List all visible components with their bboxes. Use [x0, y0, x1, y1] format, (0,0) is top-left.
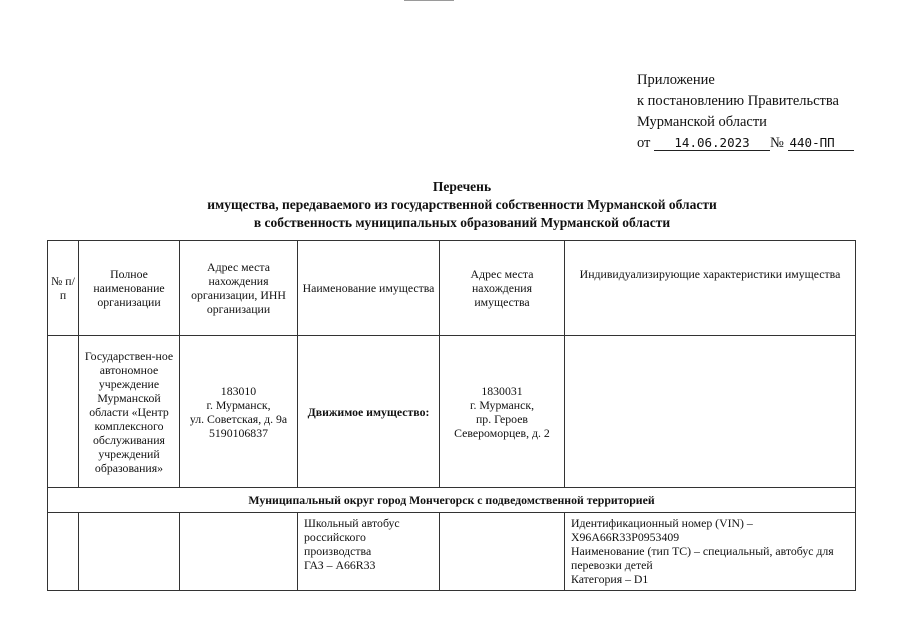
cell-num	[48, 513, 79, 591]
appendix-date-line	[637, 133, 854, 154]
cell-org-name: Государствен-ное автономное учреждение Мурманской области «Центр комплексного обслуживания учреждений образования»	[79, 336, 180, 488]
title-line: Перечень	[432, 179, 492, 194]
property-table	[47, 240, 856, 591]
inn-value: 5190106837	[209, 425, 268, 440]
address-line: 1830031	[481, 383, 523, 398]
address-line: 183010	[220, 383, 257, 398]
address-line: г. Мурманск,	[206, 397, 271, 412]
document-title	[150, 178, 774, 232]
header-org-name: Полное наименование организации	[79, 241, 180, 336]
address-line: Североморцев, д. 2	[454, 425, 550, 440]
table-row	[48, 336, 856, 488]
appendix-line: к постановлению Правительства	[637, 93, 839, 109]
resolution-number: 440-ПП	[788, 135, 854, 151]
property-line: российского	[304, 530, 366, 544]
scan-edge-mark	[404, 0, 454, 1]
cell-characteristics	[565, 513, 856, 591]
table-header-row	[48, 241, 856, 336]
appendix-block	[637, 70, 854, 154]
cell-property-name: Движимое имущество:	[298, 336, 440, 488]
address-line: пр. Героев	[475, 411, 528, 426]
number-label: №	[770, 135, 784, 151]
appendix-line: Мурманской области	[637, 114, 767, 130]
property-line: ГАЗ – А66R33	[304, 558, 376, 572]
header-num: № п/п	[48, 241, 79, 336]
header-org-address: Адрес места нахождения организации, ИНН организации	[180, 241, 298, 336]
title-line: имущества, передаваемого из государственной собственности Мурманской области	[207, 197, 717, 212]
cell-org-address	[180, 336, 298, 488]
characteristic-line: Наименование (тип ТС) – специальный, автобус для перевозки детей	[571, 544, 834, 572]
group-row	[48, 488, 856, 513]
address-line: ул. Советская, д. 9а	[189, 411, 288, 426]
from-label: от	[637, 135, 651, 151]
title-line: в собственность муниципальных образований Мурманской области	[253, 215, 671, 230]
appendix-line: Приложение	[637, 72, 715, 88]
property-line: производства	[304, 544, 372, 558]
cell-property-name	[298, 513, 440, 591]
header-property-name: Наименование имущества	[298, 241, 440, 336]
header-characteristics: Индивидуализирующие характеристики имущества	[565, 241, 856, 336]
vin-value: X96A66R33P0953409	[571, 530, 680, 544]
cell-property-address	[440, 513, 565, 591]
resolution-date: 14.06.2023	[654, 135, 770, 151]
header-property-address: Адрес места нахождения имущества	[440, 241, 565, 336]
table-row	[48, 513, 856, 591]
cell-org-address	[180, 513, 298, 591]
address-line: г. Мурманск,	[469, 397, 535, 412]
cell-org-name	[79, 513, 180, 591]
characteristic-line: Категория – D1	[571, 572, 649, 586]
group-heading: Муниципальный округ город Мончегорск с подведомственной территорией	[48, 488, 856, 513]
characteristic-line: Идентификационный номер (VIN) –	[571, 516, 753, 530]
property-line: Школьный автобус	[304, 516, 400, 530]
cell-property-address	[440, 336, 565, 488]
cell-num	[48, 336, 79, 488]
cell-characteristics	[565, 336, 856, 488]
